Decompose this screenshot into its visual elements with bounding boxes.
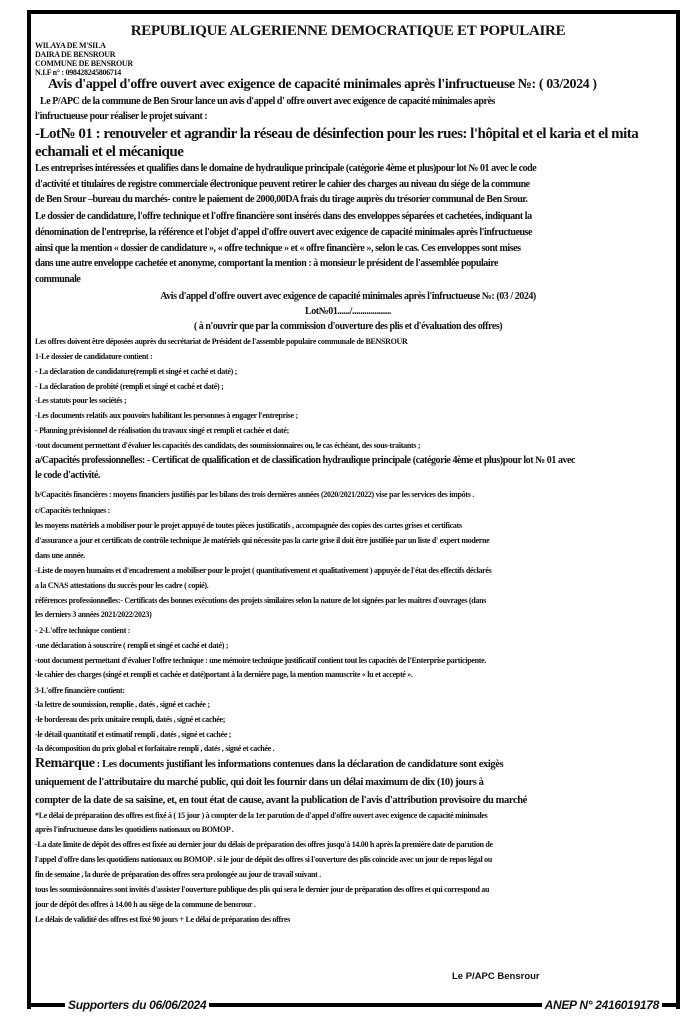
body-line: Le délais de validité des offres est fixé 90 jours + Le délai de préparation des offres: [35, 915, 291, 924]
intro-line: Le P/APC de la commune de Ben Srour lance un avis d'appel d' offre ouvert avec exigence de capacité minimales après: [40, 96, 495, 107]
list-item: le code d'activité.: [35, 470, 101, 481]
list-item: -le cahier des charges (singé et rempli et cachée et daté)portant à la dernière page, la mention manuscrite « lu et accepté ».: [35, 670, 413, 679]
remark-line: uniquement de l'attributaire du marché public, qui doit les fournir dans un délai maximum de dix (10) jours à: [35, 777, 484, 788]
envelope-note: ( à n'ouvrir que par la commission d'ouverture des plis et d'évaluation des offres): [193, 321, 503, 332]
list-item: les moyens matériels a mobiliser pour le projet appuyé de toutes pièces justificatifs , accompagnée des copies des cartes grises et certificats: [35, 521, 462, 530]
section-heading: - 2-L'offre technique contient :: [35, 626, 131, 635]
list-item: les derniers 3 années 2021/2022/2023): [35, 610, 152, 619]
body-line: fin de semaine , la durée de préparation des offres sera prolongée au jour de travail suivant .: [35, 870, 321, 879]
list-item: -Les documents relatifs aux pouvoirs habilitant les personnes à engager l'entreprise ;: [35, 411, 298, 420]
remark-line: compter de la date de sa saisine, et, en tout état de cause, avant la publication de l'avis d'attribution provisoire du marché: [35, 795, 527, 806]
header-wilaya: WILAYA DE M'SILA: [35, 41, 106, 50]
remark-label: Remarque: [35, 756, 95, 771]
body-line: Les offres doivent être déposées auprès du secrétariat de Président de l'assemble populaire communale de BENSROUR: [35, 337, 408, 346]
list-item: - La déclaration de candidature(rempli et singé et caché et daté) ;: [35, 367, 238, 376]
remark-text: : Les documents justifiant les informations contenues dans la déclaration de candidature sont exigès: [96, 759, 504, 770]
header-commune: COMMUNE DE BENSROUR: [35, 59, 133, 68]
section-heading: 1-Le dossier de candidature contient :: [35, 352, 153, 361]
body-line: l'appel d'offre dans les quotidiens nationaux ou BOMOP . si le jour de dépôt des offres si l'ouverture des plis coïncide avec un jour de repos légal ou: [35, 855, 492, 864]
list-item: a/Capacités professionnelles: - Certificat de qualification et de classification hydraulique principale (catégorie 4ème et plus)pour lot № 01 avec: [35, 455, 576, 466]
list-item: b/Capacités financières : moyens financiers justifiés par les bilans des trois dernières années (2020/2021/2022) vise par les services des impôts .: [35, 490, 474, 499]
section-heading: 3-L'offre financière contient:: [35, 686, 125, 695]
list-item: -la lettre de soumission, remplie , datés , signé et cachée ;: [35, 700, 210, 709]
notice-heading: Avis d'appel d'offre ouvert avec exigence de capacité minimales après l'infructueuse №: ( 03/2024 ): [48, 77, 597, 92]
intro-line: l'infructueuse pour réaliser le projet suivant :: [35, 111, 208, 122]
lot-title: -Lot№ 01 : renouveler et agrandir la réseau de désinfection pour les rues: l'hôpital et el karia et el mita: [35, 126, 639, 142]
header-daira: DAIRA DE BENSROUR: [35, 50, 116, 59]
list-item: - La déclaration de probité (rempli et singé et caché et daté) ;: [35, 382, 224, 391]
footer: [27, 998, 680, 1012]
footer-publication: Supporters du 06/06/2024: [65, 998, 209, 1012]
list-item: -tout document permettant d'évaluer les capacités des candidats, des soumissionnaires ou, le cas échéant, des sous-traitants ;: [35, 441, 421, 450]
list-item: -le détail quantitatif et estimatif rempli , datés , signé et cachée ;: [35, 730, 232, 739]
document-title: REPUBLIQUE ALGERIENNE DEMOCRATIQUE ET POPULAIRE: [130, 23, 566, 39]
list-item: -le bordereau des prix unitaire rempli, datés , signé et cachée;: [35, 715, 226, 724]
envelope-heading: Avis d'appel d'offre ouvert avec exigence de capacité minimales après l'infructueuse №: (03 / 2024): [160, 291, 536, 302]
body-line: jour de dépôt des offres à 14.00 h au siège de la commune de bensrour .: [35, 900, 256, 909]
body-line: après l'infructueuse dans les quotidiens nationaux ou BOMOP .: [35, 825, 234, 834]
list-item: dans une année.: [35, 551, 85, 560]
envelope-lot: Lot№01....../...................: [305, 306, 391, 317]
body-line: -La date limite de dépôt des offres est fixée au dernier jour du délais de préparation des offres jusqu'à 14.00 h après la première date de parution de: [35, 840, 493, 849]
list-item: a la CNAS attestations du succès pour les cadre ( copié).: [35, 581, 209, 590]
list-item: -Liste de moyen humains et d'encadrement a mobiliser pour le projet ( quantitativement et qualitativement ) appuyée de l'état des effectifs déclarés: [35, 566, 492, 575]
list-item: - Planning prévisionnel de réalisation du travaux singé et rempli et cachée et daté;: [35, 426, 289, 435]
body-line: *Le délai de préparation des offres est fixé à ( 15 jour ) à compter de la 1er parution de d'appel d'offre ouvert avec exigence de capacité minimales: [35, 811, 488, 820]
body-line: communale: [35, 274, 81, 285]
list-item: -tout document permettant d'évaluer l'offre technique : une mémoire technique justificatif contient tout les capacités de l'Enterprise participente.: [35, 656, 487, 665]
body-line: dénomination de l'entreprise, la référence et l'objet d'appel d'offre ouvert avec exigence de capacité minimales après l'infructueuse: [35, 227, 532, 238]
body-line: Les entreprises intéressées et qualifies dans le domaine de hydraulique principale (catégorie 4ème et plus)pour lot № 01 avec le code: [35, 163, 537, 174]
list-item: références professionnelles:- Certificats des bonnes exécutions des projets similaires selon la nature de lot signées par les maîtres d'ouvrages (dans: [35, 596, 487, 605]
body-line: Le dossier de candidature, l'offre technique et l'offre financière sont insérés dans des enveloppes séparées et cachetées, indiquant la: [35, 211, 532, 222]
section-heading: c/Capacités techniques :: [35, 506, 111, 515]
remark-line: [35, 758, 503, 771]
body-line: tous les soumissionnaires sont invités d'assister l'ouverture publique des plis qui sera le dernier jour de préparation des offres et qui correspond au: [35, 885, 490, 894]
signature: Le P/APC Bensrour: [452, 971, 540, 982]
footer-anep-number: ANEP N° 2416019178: [542, 998, 662, 1012]
list-item: d'assurance a jour et certificats de contrôle technique ,le matériels qui nécessite pas la carte grise il doit être justifiée par un liste d' expert moderne: [35, 536, 490, 545]
lot-title: echamali et el mécanique: [35, 144, 184, 160]
body-line: ainsi que la mention « dossier de candidature », « offre technique » et « offre financière », selon le cas. Ces enveloppes sont mises: [35, 243, 521, 254]
body-line: dans une autre enveloppe cachetée et anonyme, comportant la mention : à monsieur le président de l'assemblée populaire: [35, 258, 498, 269]
list-item: -la décomposition du prix global et forfaitaire rempli , datés , signé et cachée .: [35, 744, 275, 753]
header-nif: N.I.F n° : 098428245806714: [35, 68, 121, 77]
body-line: de Ben Srour –bureau du marchés- contre le paiement de 2000,00DA frais du tirage auprès du trésorier communal de Ben Srour.: [35, 194, 528, 205]
list-item: -Les statuts pour les sociétés ;: [35, 396, 127, 405]
list-item: -une déclaration à souscrire ( rempli et singé et caché et daté) ;: [35, 641, 229, 650]
body-line: d'activité et titulaires de registre commerciale électronique peuvent retirer le cahier des charges au niveau du siége de la commune: [35, 179, 530, 190]
